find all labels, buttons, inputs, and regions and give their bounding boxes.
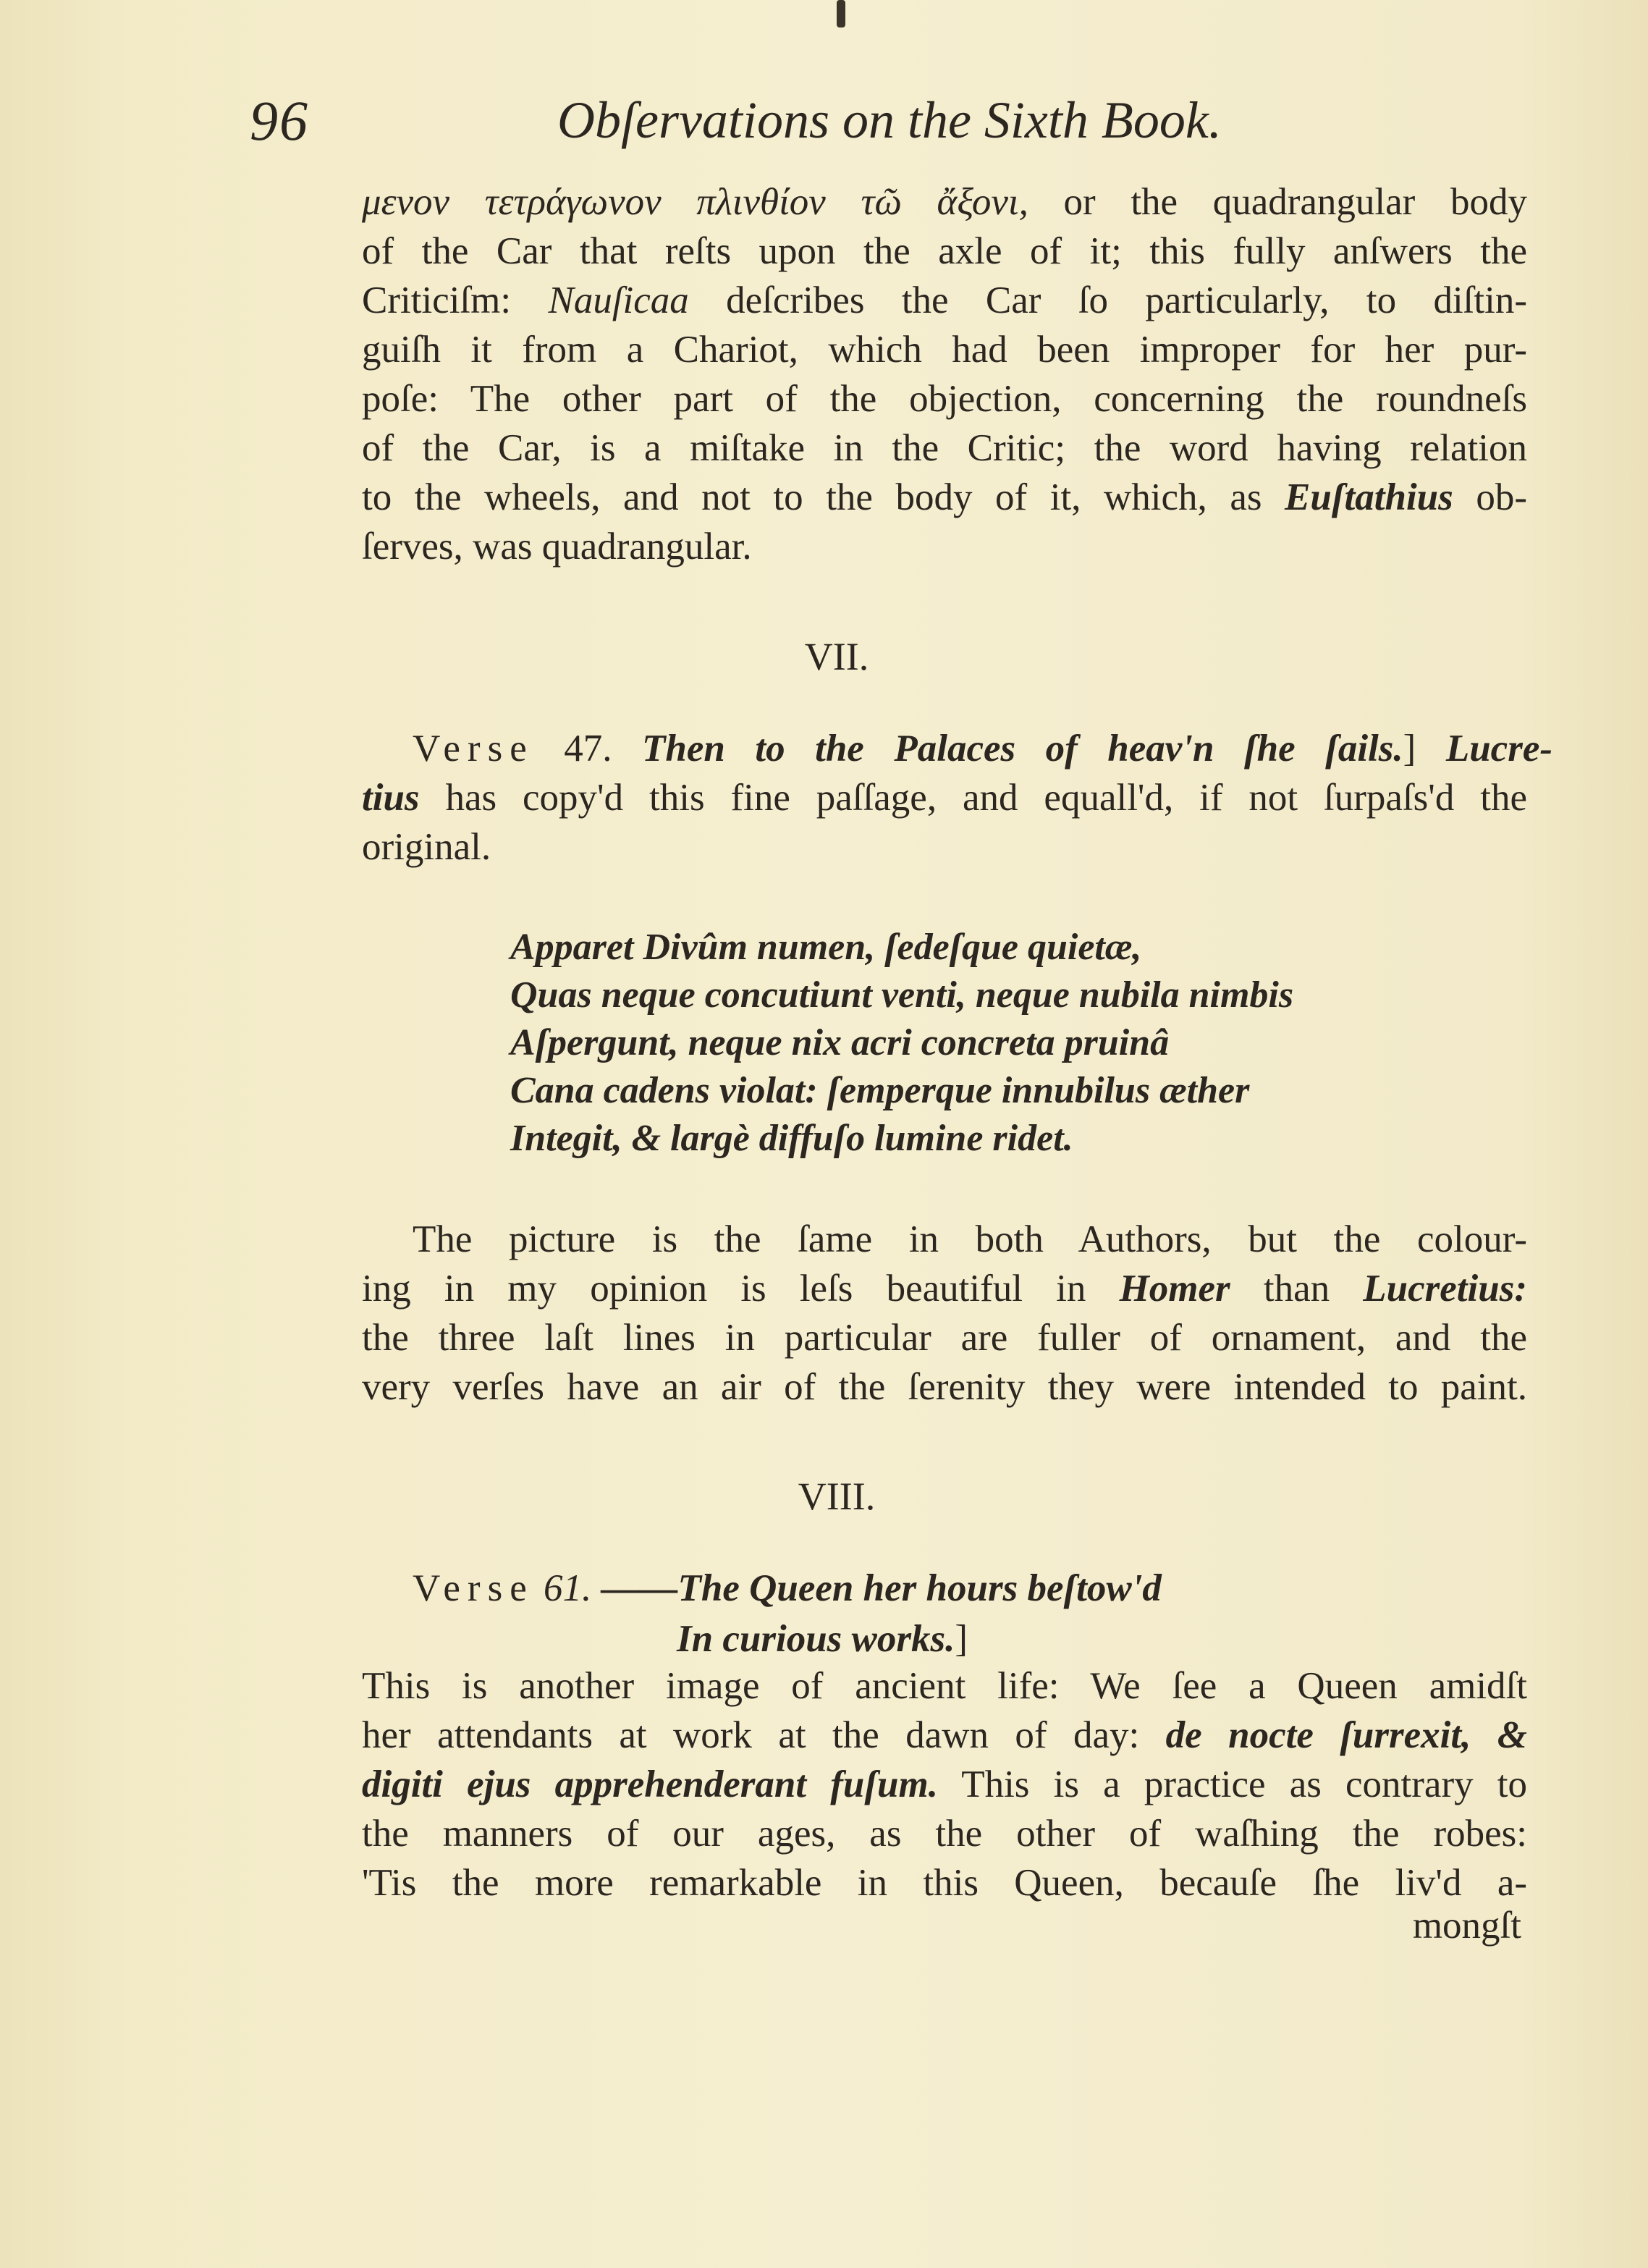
text-line: the manners of our ages, as the other of waſhing the robes:: [362, 1813, 1527, 1855]
text-line: Verse 47. Then to the Palaces of heav'n ſhe ſails.] Lucre-: [413, 728, 1553, 770]
proper-name: Euſtathius: [1285, 476, 1453, 518]
paragraph-vii: [362, 773, 1527, 872]
text-line: very verſes have an air of the ſerenity they were intended to paint.: [362, 1366, 1527, 1408]
paragraph-viii: [362, 1661, 1527, 1907]
section-numeral-viii: VIII.: [798, 1475, 876, 1518]
text-line: μενον τετράγωνον πλινθίον τῶ ἄξονι, or the quadrangular body: [362, 181, 1527, 223]
text-line: of the Car that reſts upon the axle of it; this fully anſwers the: [362, 230, 1527, 272]
text-line: poſe: The other part of the objection, concerning the roundneſs: [362, 378, 1527, 420]
poem-line: Integit, & largè diffuſo lumine ridet.: [510, 1118, 1073, 1159]
verse-label: Verse: [413, 728, 534, 770]
poem-line: Aſpergunt, neque nix acri concreta pruinâ: [510, 1022, 1170, 1063]
text-line: Criticiſm: Nauſicaa deſcribes the Car ſo particularly, to diſtin-: [362, 279, 1527, 321]
proper-name: Nauſicaa: [548, 279, 689, 321]
text-line: the three laſt lines in particular are fuller of ornament, and the: [362, 1317, 1527, 1359]
catchword: mongſt: [1412, 1905, 1521, 1947]
text-line: digiti ejus apprehenderant fuſum. This is a practice as contrary to: [362, 1763, 1527, 1805]
proper-name: tius: [362, 777, 420, 819]
running-head: Obſervations on the Sixth Book.: [557, 91, 1222, 149]
poem-line: Quas neque concutiunt venti, neque nubila nimbis: [510, 974, 1294, 1016]
latin-phrase: de nocte ſurrexit, &: [1165, 1714, 1527, 1756]
paragraph-2: [362, 1264, 1527, 1412]
text-line: tius has copy'd this fine paſſage, and equall'd, if not ſurpaſs'd the: [362, 777, 1527, 819]
printer-mark: [837, 0, 845, 28]
verse-61-line: Verse 61. ——The Queen her hours beſtow'd: [413, 1567, 1162, 1609]
verse-quote: In curious works.: [677, 1618, 955, 1660]
verse-quote: ——The Queen her hours beſtow'd: [601, 1567, 1162, 1609]
verse-label: Verse: [413, 1567, 534, 1609]
paragraph-1: [362, 177, 1527, 571]
text-line: to the wheels, and not to the body of it, which, as Euſtathius ob-: [362, 476, 1527, 518]
text-line: her attendants at work at the dawn of day: de nocte ſurrexit, &: [362, 1714, 1527, 1756]
section-numeral-vii: VII.: [804, 635, 869, 678]
text-line: of the Car, is a miſtake in the Critic; the word having relation: [362, 427, 1527, 469]
text-line: 'Tis the more remarkable in this Queen, becauſe ſhe liv'd a-: [362, 1862, 1527, 1904]
verse-61-line-2: In curious works.]: [677, 1618, 968, 1660]
poem-line: Cana cadens violat: ſemperque innubilus æther: [510, 1070, 1250, 1111]
poem-line: Apparet Divûm numen, ſedeſque quietæ,: [510, 927, 1142, 968]
latin-phrase: digiti ejus apprehenderant fuſum.: [362, 1763, 938, 1805]
proper-name: Lucretius:: [1363, 1268, 1527, 1310]
verse-quote: Then to the Palaces of heav'n ſhe ſails.: [642, 728, 1403, 770]
paragraph-2-first-line: [413, 1215, 1527, 1264]
text-line: ing in my opinion is leſs beautiful in Homer than Lucretius:: [362, 1268, 1527, 1310]
greek-phrase: μενον τετράγωνον πλινθίον τῶ ἄξονι,: [362, 181, 1028, 223]
text-line: The picture is the ſame in both Authors, but the colour-: [413, 1218, 1527, 1260]
proper-name: Homer: [1119, 1268, 1230, 1310]
text-line: original.: [362, 826, 491, 868]
text-line: This is another image of ancient life: We ſee a Queen amidſt: [362, 1665, 1527, 1707]
latin-poem: [510, 924, 1293, 1163]
verse-47-line: [413, 724, 1552, 773]
proper-name: Lucre-: [1445, 728, 1553, 770]
text-line: ſerves, was quadrangular.: [362, 526, 752, 568]
text-line: guiſh it from a Chariot, which had been improper for her pur-: [362, 329, 1527, 371]
page-number: 96: [250, 89, 309, 152]
